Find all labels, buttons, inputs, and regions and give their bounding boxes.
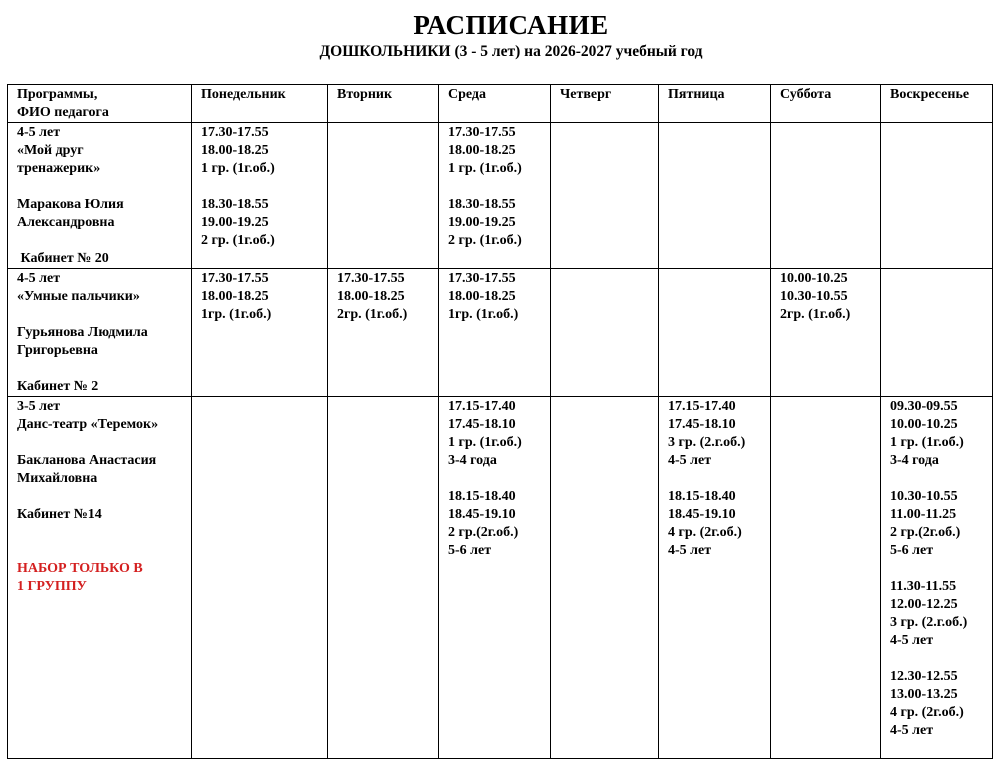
cell-line: Кабинет № 2: [17, 379, 99, 394]
cell-line: 09.30-09.55: [890, 399, 958, 414]
cell-line: Кабинет № 20: [17, 251, 109, 266]
cell-line: 18.45-19.10: [668, 507, 736, 522]
cell-line: 11.30-11.55: [890, 579, 957, 594]
cell-line: 1 гр. (1г.об.): [201, 161, 275, 176]
cell-line: 18.00-18.25: [448, 289, 516, 304]
cell-line: ФИО педагога: [17, 105, 109, 120]
cell-line: 18.00-18.25: [201, 289, 269, 304]
thursday-cell: [551, 269, 659, 397]
program-cell: [8, 397, 192, 759]
cell-line: 1гр. (1г.об.): [201, 307, 272, 322]
cell-line: 4-5 лет: [17, 271, 61, 286]
table-row: [8, 123, 993, 269]
cell-line: Александровна: [17, 215, 115, 230]
cell-line: 4-5 лет: [890, 723, 934, 738]
cell-line: 17.15-17.40: [668, 399, 736, 414]
cell-line: 3-5 лет: [17, 399, 61, 414]
cell-line: [17, 488, 187, 506]
cell-line: [890, 650, 988, 668]
tuesday-cell: [328, 397, 439, 759]
cell-line: 4-5 лет: [17, 125, 61, 140]
page-title: РАСПИСАНИЕ: [413, 10, 609, 40]
cell-line: 4 гр. (2г.об.): [668, 525, 742, 540]
saturday-cell: [771, 397, 881, 759]
page-subtitle: ДОШКОЛЬНИКИ (3 - 5 лет) на 2026-2027 учебный год: [319, 43, 703, 60]
cell-line: 1 гр. (1г.об.): [448, 435, 522, 450]
monday-cell: [192, 269, 328, 397]
cell-line: 17.30-17.55: [448, 125, 516, 140]
cell-line: 3-4 года: [890, 453, 939, 468]
header-cell-program: [8, 85, 192, 123]
cell-line: [201, 178, 323, 196]
program-cell: [8, 269, 192, 397]
header-cell-sunday: Воскресенье: [881, 85, 993, 123]
cell-line: [668, 470, 766, 488]
cell-line: 19.00-19.25: [201, 215, 269, 230]
cell-line: 5-6 лет: [448, 543, 492, 558]
cell-line: 2 гр.(2г.об.): [448, 525, 519, 540]
cell-line: 12.00-12.25: [890, 597, 958, 612]
friday-cell: [659, 269, 771, 397]
cell-line: Бакланова Анастасия: [17, 453, 157, 468]
monday-cell: [192, 397, 328, 759]
cell-line: 17.30-17.55: [201, 271, 269, 286]
cell-line: 4-5 лет: [668, 543, 712, 558]
cell-line: 10.30-10.55: [890, 489, 958, 504]
cell-line: 3 гр. (2.г.об.): [668, 435, 746, 450]
cell-line: 17.30-17.55: [337, 271, 405, 286]
header-cell-thursday: Четверг: [551, 85, 659, 123]
cell-line: Григорьевна: [17, 343, 98, 358]
cell-line: 2 гр. (1г.об.): [448, 233, 522, 248]
header-cell-wednesday: Среда: [439, 85, 551, 123]
cell-line: 19.00-19.25: [448, 215, 516, 230]
cell-line: 4-5 лет: [668, 453, 712, 468]
cell-line: 3 гр. (2.г.об.): [890, 615, 968, 630]
cell-line: 11.00-11.25: [890, 507, 957, 522]
sunday-cell: [881, 397, 993, 759]
cell-line: Михайловна: [17, 471, 98, 486]
cell-line: 4 гр. (2г.об.): [890, 705, 964, 720]
saturday-cell: [771, 269, 881, 397]
cell-line: 2гр. (1г.об.): [780, 307, 851, 322]
cell-line: 18.00-18.25: [201, 143, 269, 158]
cell-line: 18.15-18.40: [668, 489, 736, 504]
cell-line: 17.15-17.40: [448, 399, 516, 414]
cell-line: 10.00-10.25: [890, 417, 958, 432]
cell-line: 2гр. (1г.об.): [337, 307, 408, 322]
cell-line: 18.00-18.25: [337, 289, 405, 304]
header-cell-saturday: Суббота: [771, 85, 881, 123]
header-cell-friday: Пятница: [659, 85, 771, 123]
cell-line: [17, 434, 187, 452]
cell-line: 18.30-18.55: [201, 197, 269, 212]
cell-line: Маракова Юлия: [17, 197, 124, 212]
cell-line: [890, 560, 988, 578]
cell-line: Программы,: [17, 87, 98, 102]
cell-line: [17, 232, 187, 250]
wednesday-cell: [439, 269, 551, 397]
enrollment-note: [17, 560, 187, 596]
schedule-table: [7, 84, 993, 759]
cell-line: НАБОР ТОЛЬКО В: [17, 561, 143, 576]
wednesday-cell: [439, 397, 551, 759]
tuesday-cell: [328, 123, 439, 269]
table-header-row: [8, 85, 993, 123]
cell-line: Гурьянова Людмила: [17, 325, 148, 340]
program-cell: [8, 123, 192, 269]
cell-line: 17.30-17.55: [201, 125, 269, 140]
tuesday-cell: [328, 269, 439, 397]
cell-line: 13.00-13.25: [890, 687, 958, 702]
cell-line: 18.00-18.25: [448, 143, 516, 158]
cell-line: 1 гр. (1г.об.): [448, 161, 522, 176]
cell-line: 18.45-19.10: [448, 507, 516, 522]
monday-cell: [192, 123, 328, 269]
cell-line: Кабинет №14: [17, 507, 102, 522]
cell-line: 2 гр.(2г.об.): [890, 525, 961, 540]
cell-line: Данс-театр «Теремок»: [17, 417, 159, 432]
cell-line: 1 ГРУППУ: [17, 579, 87, 594]
friday-cell: [659, 397, 771, 759]
wednesday-cell: [439, 123, 551, 269]
cell-line: 10.30-10.55: [780, 289, 848, 304]
table-row: [8, 397, 993, 759]
cell-line: 17.45-18.10: [448, 417, 516, 432]
cell-line: 17.45-18.10: [668, 417, 736, 432]
cell-line: [448, 178, 546, 196]
header-cell-monday: Понедельник: [192, 85, 328, 123]
sunday-cell: [881, 269, 993, 397]
cell-line: 18.15-18.40: [448, 489, 516, 504]
thursday-cell: [551, 123, 659, 269]
cell-line: 10.00-10.25: [780, 271, 848, 286]
cell-line: 17.30-17.55: [448, 271, 516, 286]
thursday-cell: [551, 397, 659, 759]
cell-line: 5-6 лет: [890, 543, 934, 558]
cell-line: «Умные пальчики»: [17, 289, 140, 304]
cell-line: тренажерик»: [17, 161, 101, 176]
header-cell-tuesday: Вторник: [328, 85, 439, 123]
friday-cell: [659, 123, 771, 269]
cell-line: 12.30-12.55: [890, 669, 958, 684]
cell-line: 1 гр. (1г.об.): [890, 435, 964, 450]
cell-line: 4-5 лет: [890, 633, 934, 648]
cell-line: 18.30-18.55: [448, 197, 516, 212]
cell-line: [890, 470, 988, 488]
cell-line: [17, 306, 187, 324]
cell-line: [17, 360, 187, 378]
sunday-cell: [881, 123, 993, 269]
cell-line: 3-4 года: [448, 453, 497, 468]
cell-line: [448, 470, 546, 488]
table-row: [8, 269, 993, 397]
cell-line: 2 гр. (1г.об.): [201, 233, 275, 248]
cell-line: 1гр. (1г.об.): [448, 307, 519, 322]
cell-line: [17, 178, 187, 196]
saturday-cell: [771, 123, 881, 269]
cell-line: «Мой друг: [17, 143, 84, 158]
